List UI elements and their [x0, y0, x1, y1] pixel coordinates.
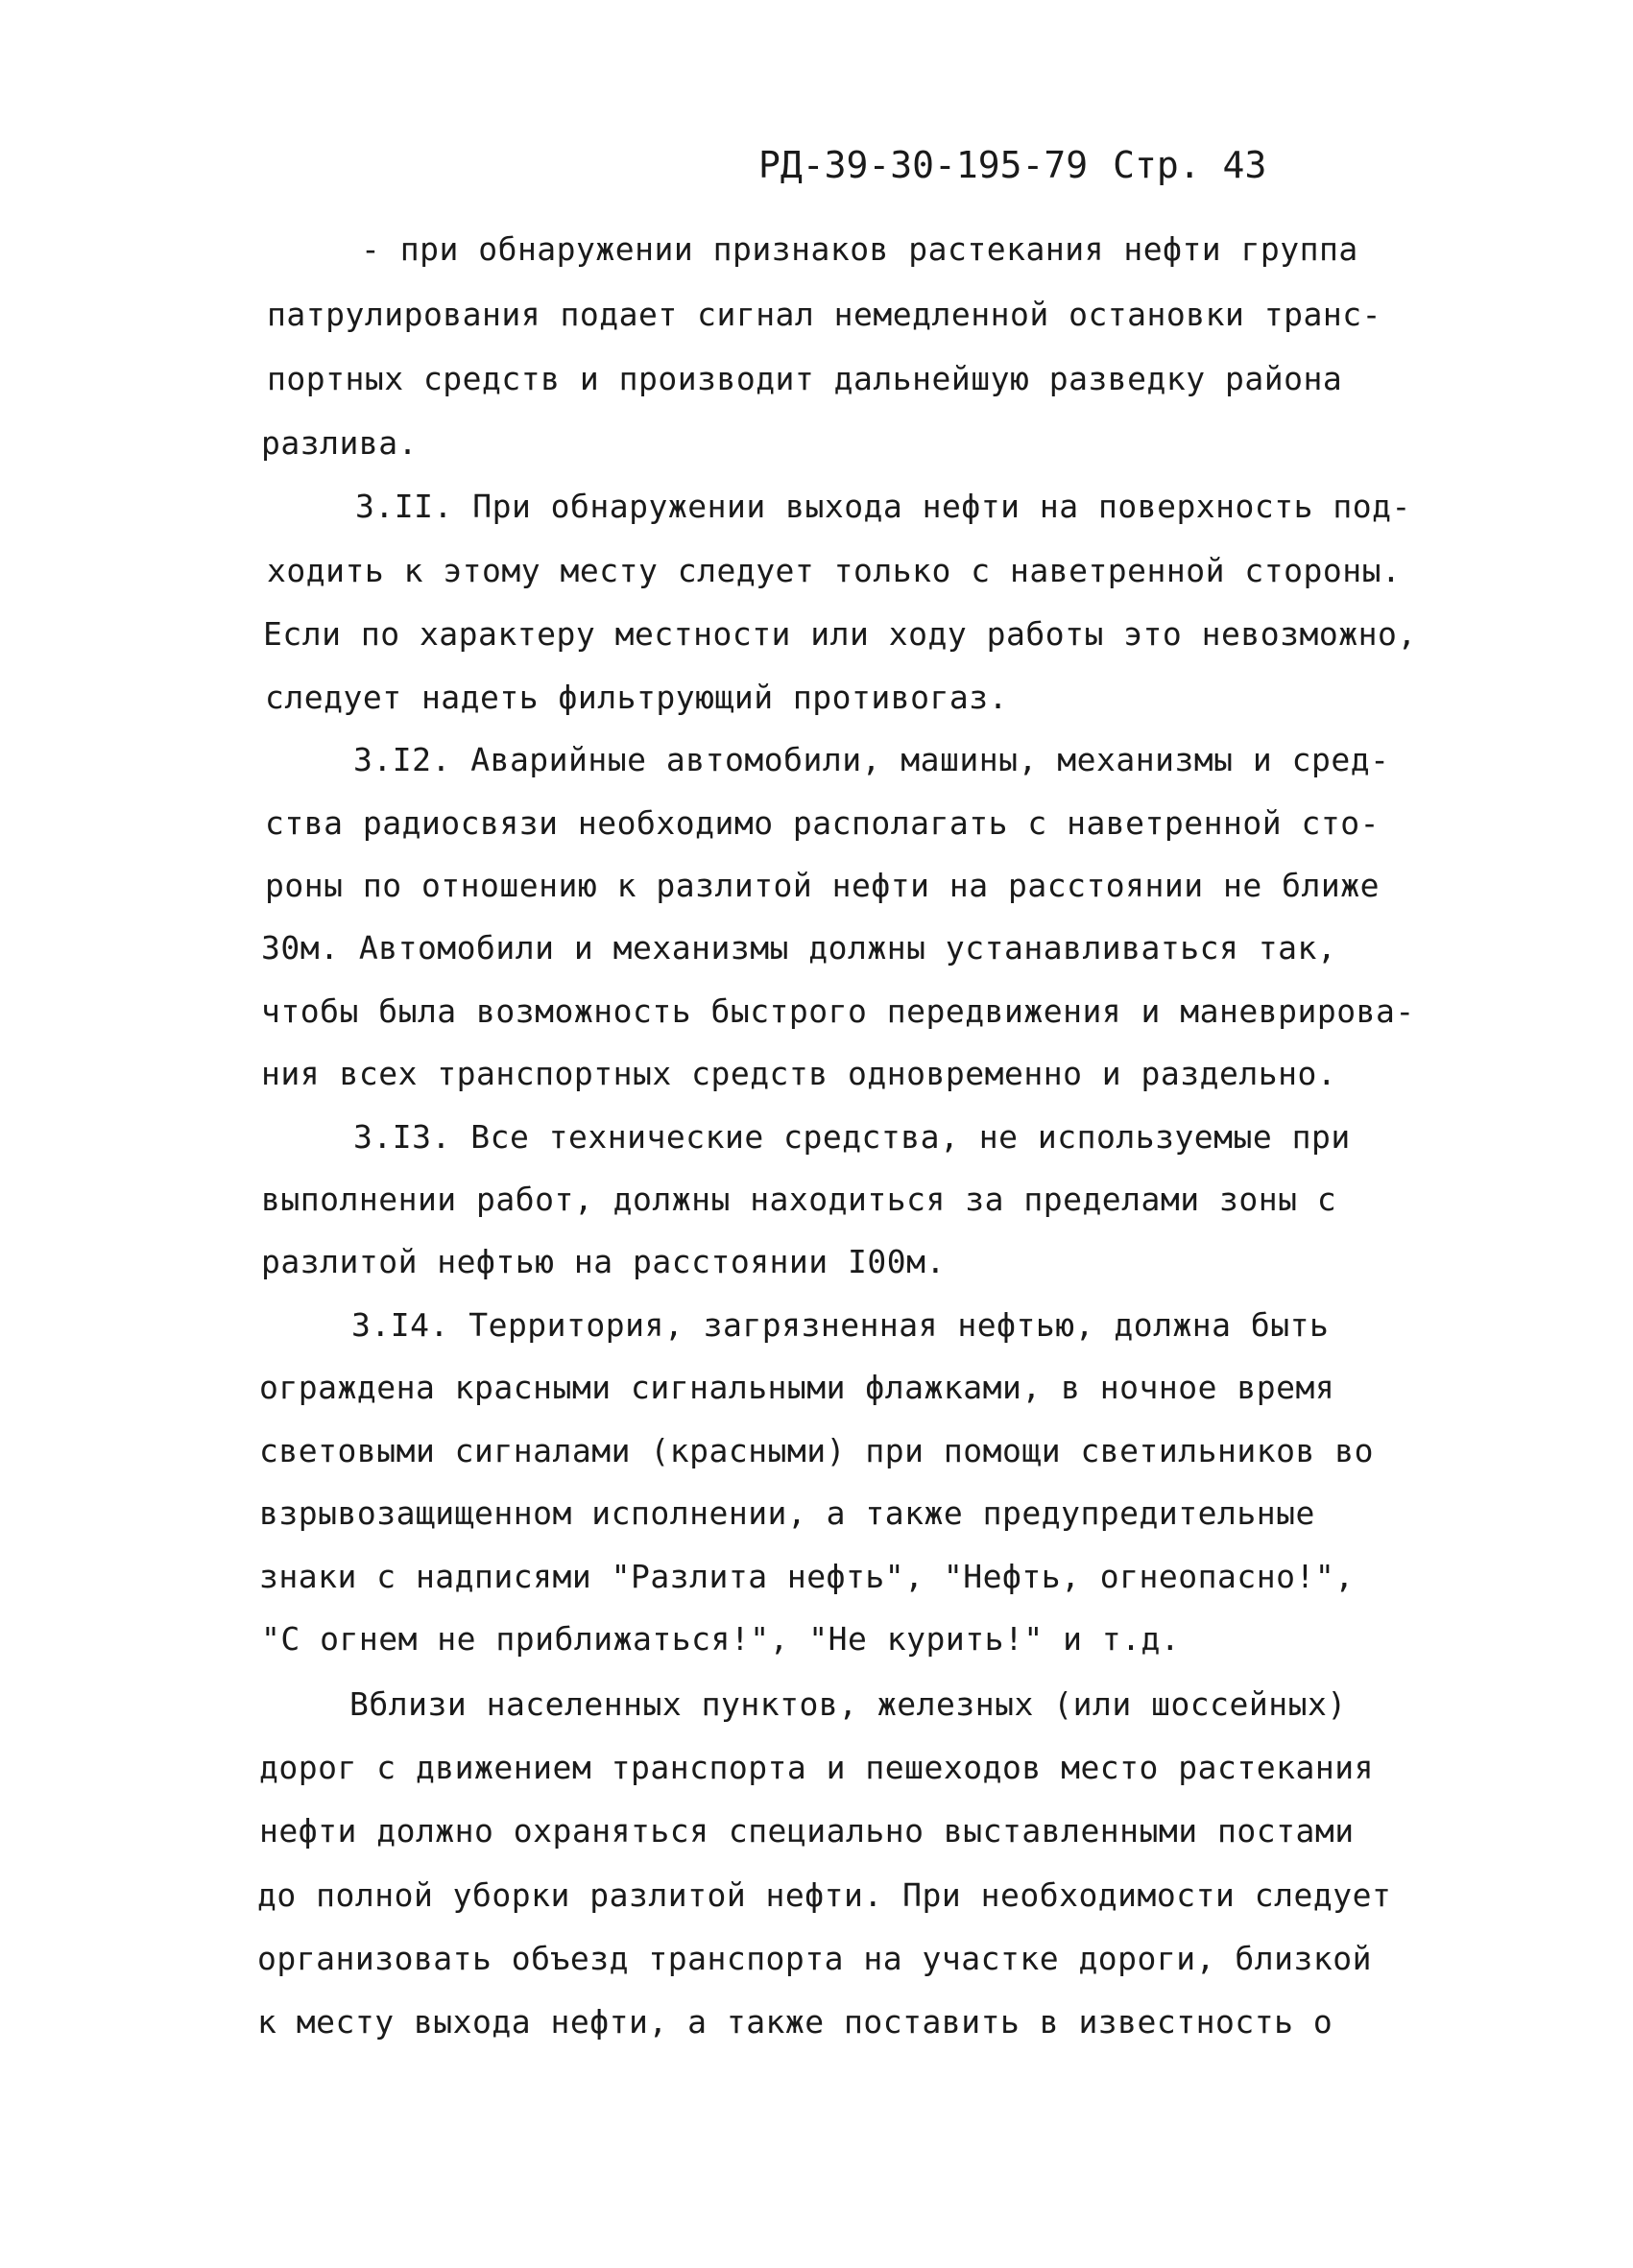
text-line: световыми сигналами (красными) при помощи светильников во: [259, 1432, 1374, 1469]
text-line: роны по отношению к разлитой нефти на расстоянии не ближе: [265, 867, 1380, 904]
text-line: разлитой нефтью на расстоянии I00м.: [261, 1243, 946, 1280]
text-line: ства радиосвязи необходимо располагать с наветренной сто-: [265, 804, 1380, 842]
text-line: "С огнем не приближаться!", "Не курить!" и т.д.: [261, 1620, 1181, 1658]
page-number: Стр. 43: [1113, 144, 1267, 186]
page-header: [758, 144, 1266, 186]
text-line: 3.I3. Все технические средства, не используемые при: [353, 1118, 1351, 1156]
text-line: 3.I2. Аварийные автомобили, машины, механизмы и сред-: [353, 741, 1390, 778]
text-line: взрывозащищенном исполнении, а также предупредительные: [259, 1494, 1315, 1532]
text-line: знаки с надписями "Разлита нефть", "Нефть, огнеопасно!",: [259, 1558, 1355, 1595]
text-line: разлива.: [261, 424, 418, 462]
text-line: ограждена красными сигнальными флажками, в ночное время: [259, 1369, 1335, 1406]
text-line: к месту выхода нефти, а также поставить в известность о: [257, 2003, 1333, 2041]
text-line: портных средств и производит дальнейшую разведку района: [267, 360, 1343, 397]
text-line: Если по характеру местности или ходу работы это невозможно,: [263, 615, 1417, 653]
text-line: дорог с движением транспорта и пешеходов место растекания: [259, 1749, 1374, 1786]
text-line: 3.I4. Территория, загрязненная нефтью, должна быть: [351, 1306, 1330, 1344]
text-line: ходить к этому месту следует только с наветренной стороны.: [267, 552, 1402, 589]
text-line: организовать объезд транспорта на участке дороги, близкой: [257, 1940, 1372, 1977]
text-line: патрулирования подает сигнал немедленной остановки транс-: [267, 296, 1381, 333]
text-line: - при обнаружении признаков растекания нефти группа: [361, 230, 1358, 268]
text-line: следует надеть фильтрующий противогаз.: [265, 679, 1008, 716]
text-line: выполнении работ, должны находиться за пределами зоны с: [261, 1181, 1337, 1218]
text-line: ния всех транспортных средств одновременно и раздельно.: [261, 1055, 1337, 1092]
document-code: РД-39-30-195-79: [758, 144, 1089, 186]
text-line: Вблизи населенных пунктов, железных (или шоссейных): [349, 1685, 1347, 1723]
text-line: чтобы была возможность быстрого передвижения и маневрирова-: [261, 992, 1415, 1030]
text-line: 3.II. При обнаружении выхода нефти на поверхность под-: [355, 488, 1411, 525]
text-line: 30м. Автомобили и механизмы должны устанавливаться так,: [261, 929, 1337, 967]
text-line: нефти должно охраняться специально выставленными постами: [259, 1812, 1355, 1850]
text-line: до полной уборки разлитой нефти. При необходимости следует: [257, 1876, 1392, 1914]
